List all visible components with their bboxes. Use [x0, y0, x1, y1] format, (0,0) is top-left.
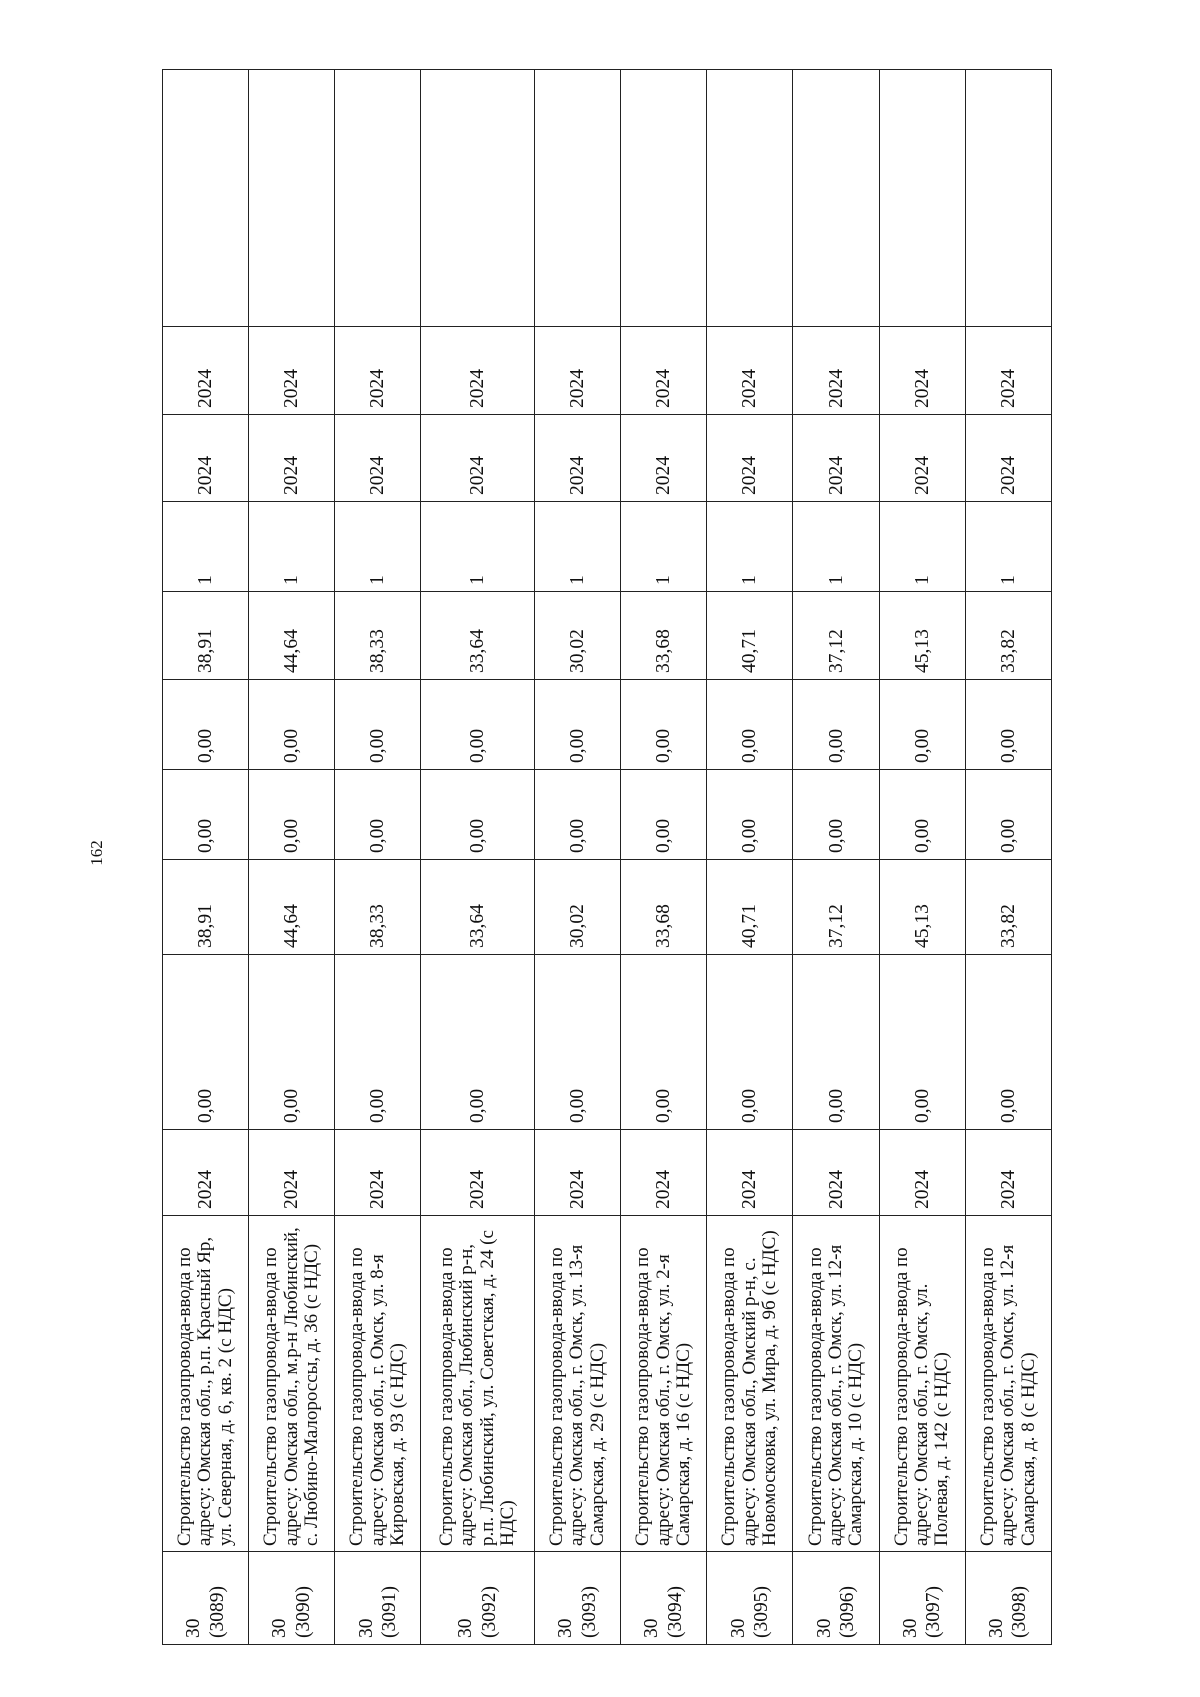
row-number-cell [621, 1552, 707, 1645]
year-cell: 2024 [335, 1130, 421, 1216]
end-year-cell: 2024 [793, 327, 879, 415]
value-cell-5: 33,82 [965, 592, 1051, 680]
end-year-cell: 2024 [965, 327, 1051, 415]
value-cell-2: 38,91 [163, 860, 249, 955]
value-cell-1: 0,00 [335, 955, 421, 1130]
quantity-cell: 1 [163, 502, 249, 592]
quantity-cell: 1 [621, 502, 707, 592]
year-cell: 2024 [535, 1130, 621, 1216]
value-cell-2: 44,64 [249, 860, 335, 955]
row-number: 30 [727, 1618, 749, 1638]
row-code: (3093) [578, 1586, 600, 1638]
table-row [163, 70, 249, 1645]
value-cell-5: 37,12 [793, 592, 879, 680]
value-cell-4: 0,00 [421, 680, 535, 770]
quantity-cell: 1 [249, 502, 335, 592]
table-body [163, 70, 1052, 1645]
value-cell-2: 30,02 [535, 860, 621, 955]
row-number: 30 [813, 1618, 835, 1638]
project-description-cell: Строительство газопровода-ввода по адресу: Омская обл., р.п. Красный Яр, ул. Северная, д. 6, кв. 2 (с НДС) [163, 1216, 249, 1552]
row-number: 30 [183, 1618, 205, 1638]
value-cell-3: 0,00 [335, 770, 421, 860]
row-number: 30 [555, 1618, 577, 1638]
project-description-cell: Строительство газопровода-ввода по адресу: Омская обл., г. Омск, ул. 8-я Кировская, д. 93 (с НДС) [335, 1216, 421, 1552]
quantity-cell: 1 [965, 502, 1051, 592]
start-year-cell: 2024 [421, 415, 535, 502]
row-number: 30 [455, 1618, 477, 1638]
value-cell-1: 0,00 [793, 955, 879, 1130]
empty-cell [163, 70, 249, 327]
value-cell-5: 40,71 [707, 592, 793, 680]
value-cell-5: 38,33 [335, 592, 421, 680]
row-number-cell [535, 1552, 621, 1645]
value-cell-2: 33,82 [965, 860, 1051, 955]
value-cell-4: 0,00 [335, 680, 421, 770]
value-cell-4: 0,00 [621, 680, 707, 770]
empty-cell [621, 70, 707, 327]
table-row [707, 70, 793, 1645]
value-cell-1: 0,00 [249, 955, 335, 1130]
row-number-cell [335, 1552, 421, 1645]
row-number-cell [793, 1552, 879, 1645]
value-cell-3: 0,00 [163, 770, 249, 860]
quantity-cell: 1 [335, 502, 421, 592]
start-year-cell: 2024 [249, 415, 335, 502]
row-code: (3091) [378, 1586, 400, 1638]
table-row [335, 70, 421, 1645]
end-year-cell: 2024 [879, 327, 965, 415]
value-cell-4: 0,00 [249, 680, 335, 770]
value-cell-4: 0,00 [965, 680, 1051, 770]
value-cell-3: 0,00 [793, 770, 879, 860]
value-cell-3: 0,00 [965, 770, 1051, 860]
value-cell-2: 33,68 [621, 860, 707, 955]
value-cell-5: 44,64 [249, 592, 335, 680]
empty-cell [879, 70, 965, 327]
row-number-cell [965, 1552, 1051, 1645]
row-code: (3095) [750, 1586, 772, 1638]
value-cell-3: 0,00 [535, 770, 621, 860]
value-cell-4: 0,00 [707, 680, 793, 770]
rotated-table-container [162, 70, 1052, 1645]
project-description-cell: Строительство газопровода-ввода по адресу: Омская обл., г. Омск, ул. 12-я Самарская, д. 8 (с НДС) [965, 1216, 1051, 1552]
row-number-cell [707, 1552, 793, 1645]
empty-cell [793, 70, 879, 327]
value-cell-2: 38,33 [335, 860, 421, 955]
value-cell-5: 38,91 [163, 592, 249, 680]
value-cell-3: 0,00 [879, 770, 965, 860]
value-cell-1: 0,00 [163, 955, 249, 1130]
start-year-cell: 2024 [793, 415, 879, 502]
end-year-cell: 2024 [707, 327, 793, 415]
row-code: (3094) [664, 1586, 686, 1638]
start-year-cell: 2024 [879, 415, 965, 502]
row-number-cell [421, 1552, 535, 1645]
row-number: 30 [641, 1618, 663, 1638]
end-year-cell: 2024 [535, 327, 621, 415]
year-cell: 2024 [965, 1130, 1051, 1216]
year-cell: 2024 [793, 1130, 879, 1216]
year-cell: 2024 [879, 1130, 965, 1216]
row-code: (3097) [923, 1586, 945, 1638]
row-code: (3096) [837, 1586, 859, 1638]
year-cell: 2024 [249, 1130, 335, 1216]
row-code: (3098) [1009, 1586, 1031, 1638]
value-cell-3: 0,00 [421, 770, 535, 860]
page-number: 162 [87, 840, 106, 866]
row-number: 30 [986, 1618, 1007, 1638]
quantity-cell: 1 [879, 502, 965, 592]
value-cell-3: 0,00 [621, 770, 707, 860]
value-cell-4: 0,00 [879, 680, 965, 770]
project-description-cell: Строительство газопровода-ввода по адресу: Омская обл., Омский р-н, с. Новомосковка, ул. Мира, д. 9б (с НДС) [707, 1216, 793, 1552]
end-year-cell: 2024 [163, 327, 249, 415]
start-year-cell: 2024 [707, 415, 793, 502]
value-cell-3: 0,00 [707, 770, 793, 860]
year-cell: 2024 [421, 1130, 535, 1216]
start-year-cell: 2024 [621, 415, 707, 502]
empty-cell [335, 70, 421, 327]
start-year-cell: 2024 [535, 415, 621, 502]
project-description-cell: Строительство газопровода-ввода по адресу: Омская обл., м.р-н Любинский, с. Любино-Малороссы, д. 36 (с НДС) [249, 1216, 335, 1552]
table-row [421, 70, 535, 1645]
table-row [621, 70, 707, 1645]
project-description-cell: Строительство газопровода-ввода по адресу: Омская обл., г. Омск, ул. 13-я Самарская, д. 29 (с НДС) [535, 1216, 621, 1552]
table-row [535, 70, 621, 1645]
quantity-cell: 1 [535, 502, 621, 592]
empty-cell [249, 70, 335, 327]
end-year-cell: 2024 [421, 327, 535, 415]
project-description-cell: Строительство газопровода-ввода по адресу: Омская обл., г. Омск, ул. 2-я Самарская, д. 16 (с НДС) [621, 1216, 707, 1552]
value-cell-2: 45,13 [879, 860, 965, 955]
value-cell-5: 33,68 [621, 592, 707, 680]
quantity-cell: 1 [421, 502, 535, 592]
empty-cell [421, 70, 535, 327]
investment-table [162, 69, 1052, 1645]
table-row [249, 70, 335, 1645]
end-year-cell: 2024 [249, 327, 335, 415]
value-cell-2: 40,71 [707, 860, 793, 955]
empty-cell [707, 70, 793, 327]
quantity-cell: 1 [793, 502, 879, 592]
table-row [793, 70, 879, 1645]
value-cell-4: 0,00 [163, 680, 249, 770]
value-cell-1: 0,00 [707, 955, 793, 1130]
year-cell: 2024 [163, 1130, 249, 1216]
quantity-cell: 1 [707, 502, 793, 592]
empty-cell [535, 70, 621, 327]
value-cell-2: 33,64 [421, 860, 535, 955]
project-description-cell: Строительство газопровода-ввода по адресу: Омская обл., Любинский р-н, р.п. Любинский, ул. Советская, д. 24 (с НДС) [421, 1216, 535, 1552]
value-cell-5: 33,64 [421, 592, 535, 680]
project-description-cell: Строительство газопровода-ввода по адресу: Омская обл., г. Омск, ул. 12-я Самарская, д. 10 (с НДС) [793, 1216, 879, 1552]
row-number: 30 [355, 1618, 377, 1638]
empty-cell [965, 70, 1051, 327]
row-number-cell [249, 1552, 335, 1645]
value-cell-4: 0,00 [793, 680, 879, 770]
start-year-cell: 2024 [965, 415, 1051, 502]
value-cell-1: 0,00 [535, 955, 621, 1130]
value-cell-2: 37,12 [793, 860, 879, 955]
table-row [879, 70, 965, 1645]
row-code: (3092) [478, 1586, 500, 1638]
end-year-cell: 2024 [621, 327, 707, 415]
value-cell-5: 30,02 [535, 592, 621, 680]
value-cell-3: 0,00 [249, 770, 335, 860]
project-description-cell: Строительство газопровода-ввода по адресу: Омская обл., г. Омск, ул. Полевая, д. 142 (с НДС) [879, 1216, 965, 1552]
start-year-cell: 2024 [163, 415, 249, 502]
end-year-cell: 2024 [335, 327, 421, 415]
value-cell-1: 0,00 [621, 955, 707, 1130]
row-code: (3090) [292, 1586, 314, 1638]
value-cell-5: 45,13 [879, 592, 965, 680]
value-cell-1: 0,00 [965, 955, 1051, 1130]
row-number: 30 [899, 1618, 921, 1638]
row-code: (3089) [206, 1586, 228, 1638]
value-cell-1: 0,00 [879, 955, 965, 1130]
value-cell-4: 0,00 [535, 680, 621, 770]
row-number-cell [879, 1552, 965, 1645]
row-number-cell [163, 1552, 249, 1645]
table-row [965, 70, 1051, 1645]
value-cell-1: 0,00 [421, 955, 535, 1130]
investment-table-region [162, 70, 1052, 1645]
year-cell: 2024 [621, 1130, 707, 1216]
year-cell: 2024 [707, 1130, 793, 1216]
row-number: 30 [269, 1618, 291, 1638]
start-year-cell: 2024 [335, 415, 421, 502]
